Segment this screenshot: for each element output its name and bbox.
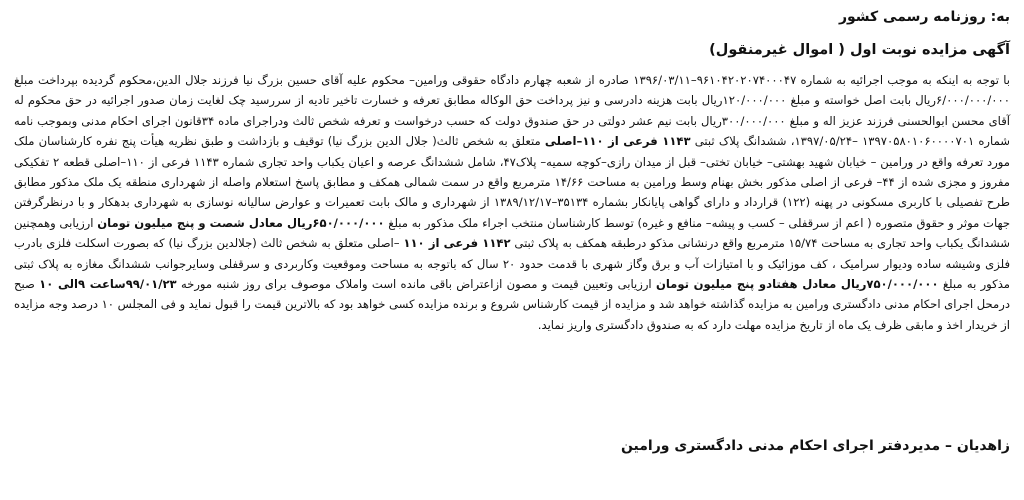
body-segment-bold: ۱۱۴۲ فرعی از ۱۱۰ <box>403 236 511 251</box>
body-segment: صبح درمحل اجرای احکام مدنی دادگستری ورامین به مزایده گذاشته خواهد شد و مزایده از قیمت کارشناس شروع و برنده مزایده کسی خواهد بود که بالاترین قیمت را قبول نماید و فی المجلس ۱۰ درصد وجه مزایده از خریدار اخذ و مابقی ظرف یک ماه از تاریخ مزایده مهلت دارد که به صندوق دادگستری واریز نماید. <box>14 277 1010 332</box>
body-segment-bold: ۱۱۴۳ فرعی از ۱۱۰–اصلی <box>544 134 691 149</box>
body-segment: ارزیابی وهمچنین ششدانگ یکباب واحد تجاری به مساحت ۱۵/۷۴ مترمربع واقع درنشانی مذکو درطبقه همکف به پلاک ثبتی <box>14 215 1011 251</box>
body-segment: ارزیابی وتعیین قیمت و مصون ازاعتراض باقی مانده است واملاک موصوف برای روز شنبه مورخه <box>176 277 656 292</box>
signature-block <box>621 434 1010 458</box>
body-segment: –اصلی متعلق به شخص ثالث (جلالدین بزرگ نیا) که بصورت اسکلت فلزی بادرب فلزی وشیشه ساده ودیوار سرامیک ، کف موزائیک و با امتیازات آب و برق وگاز شهری با قدمت حدود ۲۰ سال که باتوجه به مساحت وموقعیت وکاربردی و سرقفلی وسایرجوانب ششدانگ مغازه به پلاک ثبتی مذکور به مبلغ <box>14 236 1011 292</box>
body-segment-bold: ۶۵۰/۰۰۰/۰۰۰ریال معادل شصت و پنج میلیون تومان <box>97 215 385 230</box>
notice-body <box>14 70 1010 335</box>
signature-line: زاهدیان – مدیردفتر اجرای احکام مدنی دادگستری ورامین <box>620 438 1010 454</box>
notice-title: آگهی مزایده نوبت اول ( اموال غیرمنقول) <box>709 42 1010 58</box>
body-segment: با توجه به اینکه به موجب اجرائیه به شماره ۹۶۱۰۴۲۰۲۰۷۴۰۰۰۴۷–۱۳۹۶/۰۳/۱۱ صادره از شعبه چهارم دادگاه حقوقی ورامین– محکوم علیه آقای حسین بزرگ نیا فرزند جلال الدین،محکوم گردیده بپرداخت مبلغ ۶/۰۰۰/۰۰۰/۰۰۰ریال بابت اصل خواسته و مبلغ ۱۲۰/۰۰۰/۰۰۰ریال بابت هزینه دادرسی و نیز پرداخت حق الوکاله مطابق تعرفه و خسارت تاخیر تادیه از سررسید چک لغایت زمان صدور اجرائیه در حق محکوم له آقای محسن ابوالحسنی فرزند عزیز اله و مبلغ ۳۰۰/۰۰۰/۰۰۰ریال بابت نیم عشر دولتی در حق صندوق دولت که حسب درخواست و تعرفه شخص ثالث ودراجرای ماده ۳۴قانون اجرای احکام مدنی وبموجب نامه شماره ۱۳۹۷۰۵۸۰۱۰۶۰۰۰۰۷۰۱ –۱۳۹۷/۰۵/۲۴، ششدانگ پلاک ثبتی <box>14 73 1010 149</box>
addressee-line: به: روزنامه رسمی کشور <box>838 9 1010 25</box>
body-segment: متعلق به شخص ثالث( جلال الدین بزرگ نیا) توقیف و بازداشت و طبق نظریه هیأت پنج نفره کارشناسان ملک مورد تعرفه واقع در ورامین – خیابان شهید بهشتی– خیابان تختی– قبل از میدان رازی–کوچه سمیه– پلاک۴۷، شامل ششدانگ عرصه و اعیان یکباب واحد تجاری شماره ۱۱۴۳ فرعی از ۱۱۰–اصلی قطعه ۲ تفکیکی مفروز و مجزی شده از ۴۴– فرعی از اصلی مذکور بخش بهنام وسط ورامین به مساحت ۱۴/۶۶ مترمربع واقع در سمت شمالی همکف و مطابق پاسخ استعلام واصله از شهرداری منطقه یک ملک مذکور مطابق طرح تفصیلی با کاربری مسکونی در پهنه (۱۲۲) قرارداد و دارای گواهی پایانکار بشماره ۳۵۱۳۴–۱۳۸۹/۱۲/۱۷ از شهرداری و مالک بابت تعمیرات و عوارض سالیانه نوسازی به شهرداری بدهکار و با درنظرگرفتن جهات موثر و حقوق متصوره ( اعم از سرقفلی – کسب و پیشه– منافع و غیره) توسط کارشناسان منتخب اجراء ملک مذکور به مبلغ <box>14 134 1011 230</box>
body-segment-bold: ۹۹/۰۱/۲۳ساعت ۹الی ۱۰ <box>39 277 177 292</box>
body-segment-bold: ۷۵۰/۰۰۰/۰۰۰ریال معادل هفتادو پنج میلیون تومان <box>655 277 939 292</box>
